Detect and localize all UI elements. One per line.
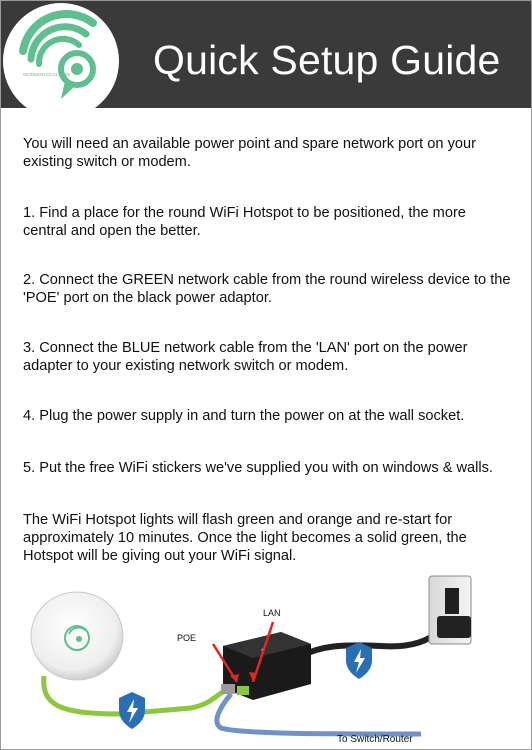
step-3: 3. Connect the BLUE network cable from the 'LAN' port on the power adapter to your existing network switch or modem. <box>23 340 468 374</box>
step-2: 2. Connect the GREEN network cable from the round wireless device to the 'POE' port on the black power adaptor. <box>23 272 511 306</box>
shield-bolt-icon <box>346 642 372 679</box>
closing-paragraph: The WiFi Hotspot lights will flash green and orange and re-start for approximately 10 minutes. Once the light becomes a solid green, the Hotspot will be giving out your WiFi signal. <box>23 512 467 564</box>
step-1: 1. Find a place for the round WiFi Hotspot to be positioned, the more central and open the better. <box>23 205 466 239</box>
connection-diagram <box>1 566 531 749</box>
shield-bolt-icon <box>119 692 145 729</box>
intro-paragraph: You will need an available power point and spare network port on your existing switch or modem. <box>23 136 476 170</box>
wifi-location-pin-icon <box>1 1 146 126</box>
step-4: 4. Plug the power supply in and turn the power on at the wall socket. <box>23 408 465 424</box>
switch-router-label: To Switch/Router <box>337 734 413 745</box>
wall-socket <box>429 576 471 644</box>
lan-label: LAN <box>263 608 281 618</box>
step-5: 5. Put the free WiFi stickers we've supplied you with on windows & walls. <box>23 460 493 476</box>
page-title: Quick Setup Guide <box>153 37 501 83</box>
logo-small-text: WONDERLOCAL.COM <box>23 72 71 77</box>
wifi-hotspot-device <box>31 592 123 680</box>
blue-cable <box>217 694 421 734</box>
brand-logo <box>1 1 146 126</box>
poe-label: POE <box>177 633 197 643</box>
power-plug <box>437 616 471 638</box>
